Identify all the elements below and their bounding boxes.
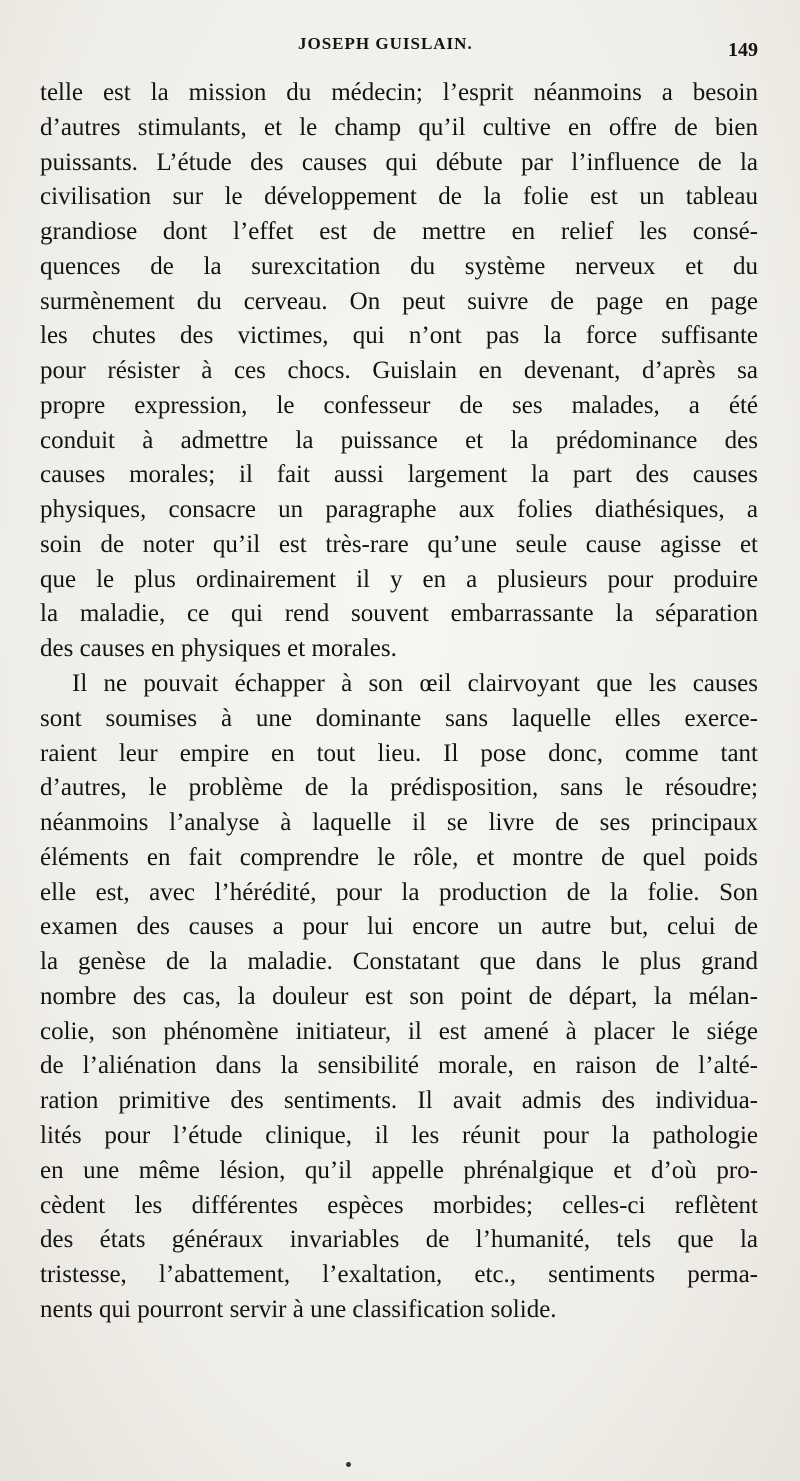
text-line: néanmoins l’analyse à laquelle il se livre de ses principaux bbox=[40, 809, 758, 837]
paragraph-end-line: des causes en physiques et morales. bbox=[40, 635, 397, 663]
text-line: la genèse de la maladie. Constatant que dans le plus grand bbox=[40, 948, 758, 976]
text-line: tristesse, l’abattement, l’exaltation, etc., sentiments perma- bbox=[40, 1261, 758, 1289]
text-line: propre expression, le confesseur de ses malades, a été bbox=[40, 391, 758, 419]
text-line: lités pour l’étude clinique, il les réunit pour la pathologie bbox=[40, 1121, 758, 1149]
text-line: examen des causes a pour lui encore un autre but, celui de bbox=[40, 913, 758, 941]
text-line: puissants. L’étude des causes qui débute par l’influence de la bbox=[40, 148, 758, 176]
text-line: nombre des cas, la douleur est son point de départ, la mélan- bbox=[40, 982, 758, 1010]
page-number: 149 bbox=[728, 39, 758, 61]
running-head bbox=[0, 34, 800, 61]
text-line: elle est, avec l’hérédité, pour la production de la folie. Son bbox=[40, 878, 758, 906]
text-line: telle est la mission du médecin; l’esprit néanmoins a besoin bbox=[40, 79, 758, 106]
text-line: la maladie, ce qui rend souvent embarrassante la séparation bbox=[40, 600, 758, 628]
text-line: sont soumises à une dominante sans laquelle elles exerce- bbox=[40, 704, 758, 732]
text-line: grandiose dont l’effet est de mettre en relief les consé- bbox=[40, 218, 758, 246]
body-text bbox=[40, 76, 758, 1328]
text-line: surmènement du cerveau. On peut suivre de page en page bbox=[40, 287, 758, 315]
text-line: ration primitive des sentiments. Il avait admis des individua- bbox=[40, 1087, 758, 1115]
text-line: causes morales; il fait aussi largement la part des causes bbox=[40, 461, 758, 489]
text-line: éléments en fait comprendre le rôle, et montre de quel poids bbox=[40, 843, 758, 871]
text-line: cèdent les différentes espèces morbides; celles-ci reflètent bbox=[40, 1191, 758, 1219]
text-line: que le plus ordinairement il y en a plusieurs pour produire bbox=[40, 565, 758, 593]
text-line: physiques, consacre un paragraphe aux folies diathésiques, a bbox=[40, 496, 758, 524]
text-line: d’autres, le problème de la prédisposition, sans le résoudre; bbox=[40, 774, 758, 802]
text-line: en une même lésion, qu’il appelle phrénalgique et d’où pro- bbox=[40, 1156, 758, 1184]
text-line: pour résister à ces chocs. Guislain en devenant, d’après sa bbox=[40, 357, 758, 385]
ink-speck bbox=[346, 1462, 351, 1467]
paragraph-end-line: nents qui pourront servir à une classification solide. bbox=[40, 1295, 557, 1323]
text-line: colie, son phénomène initiateur, il est amené à placer le siége bbox=[40, 1017, 758, 1045]
text-line: les chutes des victimes, qui n’ont pas la force suffisante bbox=[40, 322, 758, 350]
text-line: soin de noter qu’il est très-rare qu’une seule cause agisse et bbox=[40, 530, 758, 558]
text-line: conduit à admettre la puissance et la prédominance des bbox=[40, 426, 758, 454]
text-line: raient leur empire en tout lieu. Il pose donc, comme tant bbox=[40, 739, 758, 767]
running-title: JOSEPH GUISLAIN. bbox=[298, 34, 473, 53]
text-line: d’autres stimulants, et le champ qu’il cultive en offre de bien bbox=[40, 113, 758, 141]
text-line: civilisation sur le développement de la folie est un tableau bbox=[40, 183, 758, 211]
text-line: des états généraux invariables de l’humanité, tels que la bbox=[40, 1226, 758, 1254]
text-line: de l’aliénation dans la sensibilité morale, en raison de l’alté- bbox=[40, 1052, 758, 1080]
text-line: quences de la surexcitation du système nerveux et du bbox=[40, 252, 758, 280]
paragraph-start-line: Il ne pouvait échapper à son œil clairvoyant que les causes bbox=[72, 670, 758, 698]
